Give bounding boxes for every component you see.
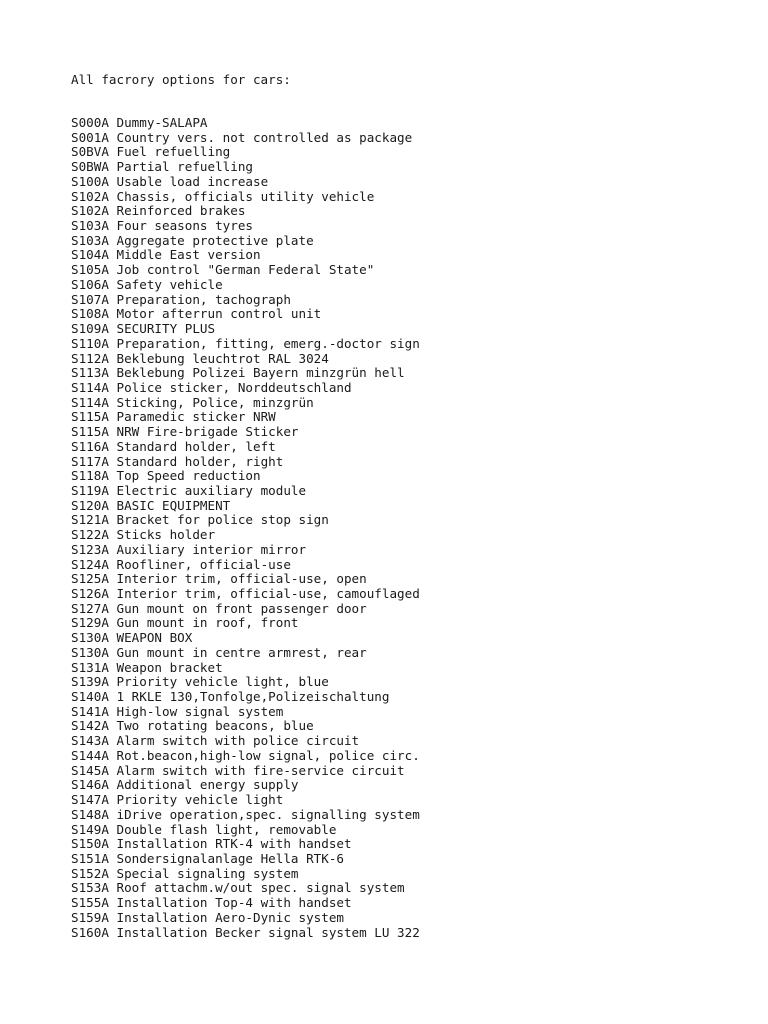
option-row xyxy=(71,175,751,190)
option-code: S106A xyxy=(71,276,109,292)
option-label: Job control "German Federal State" xyxy=(116,262,375,278)
option-label: Bracket for police stop sign xyxy=(116,512,329,528)
options-list xyxy=(71,116,751,940)
option-code: S115A xyxy=(71,424,109,440)
option-row xyxy=(71,646,751,661)
option-label: Two rotating beacons, blue xyxy=(116,718,314,734)
option-row xyxy=(71,484,751,499)
option-label: Sticking, Police, minzgrün xyxy=(116,394,314,410)
document-title: All facrory options for cars: xyxy=(71,72,291,87)
option-label: Installation Aero-Dynic system xyxy=(116,909,344,925)
option-code: S121A xyxy=(71,512,109,528)
option-code: S131A xyxy=(71,659,109,675)
option-row xyxy=(71,572,751,587)
option-code: S160A xyxy=(71,924,109,940)
option-code: S151A xyxy=(71,850,109,866)
option-row xyxy=(71,764,751,779)
option-code: S113A xyxy=(71,365,109,381)
option-label: Weapon bracket xyxy=(116,659,223,675)
option-code: S118A xyxy=(71,468,109,484)
option-code: S112A xyxy=(71,350,109,366)
option-code: S102A xyxy=(71,203,109,219)
option-row xyxy=(71,587,751,602)
option-row xyxy=(71,234,751,249)
option-code: S108A xyxy=(71,306,109,322)
option-label: Dummy-SALAPA xyxy=(116,115,208,130)
option-label: Beklebung leuchtrot RAL 3024 xyxy=(116,350,329,366)
option-row xyxy=(71,513,751,528)
option-label: Double flash light, removable xyxy=(116,821,337,837)
option-row xyxy=(71,867,751,882)
option-row xyxy=(71,396,751,411)
option-code: S000A xyxy=(71,115,109,130)
option-label: Gun mount in roof, front xyxy=(116,615,299,631)
option-label: Preparation, fitting, emerg.-doctor sign xyxy=(116,335,420,351)
option-code: S103A xyxy=(71,218,109,234)
option-code: S141A xyxy=(71,703,109,719)
option-label: Motor afterrun control unit xyxy=(116,306,322,322)
option-code: S104A xyxy=(71,247,109,263)
option-label: Paramedic sticker NRW xyxy=(116,409,276,425)
option-row xyxy=(71,219,751,234)
option-label: Police sticker, Norddeutschland xyxy=(116,379,352,395)
option-row xyxy=(71,116,751,131)
option-code: S148A xyxy=(71,806,109,822)
option-row xyxy=(71,543,751,558)
option-row xyxy=(71,410,751,425)
option-row xyxy=(71,837,751,852)
option-label: Standard holder, right xyxy=(116,453,284,469)
option-label: Country vers. not controlled as package xyxy=(116,129,413,145)
option-code: S0BWA xyxy=(71,159,109,175)
option-code: S103A xyxy=(71,232,109,248)
option-row xyxy=(71,425,751,440)
option-code: S107A xyxy=(71,291,109,307)
option-row xyxy=(71,131,751,146)
option-row xyxy=(71,469,751,484)
option-code: S119A xyxy=(71,482,109,498)
option-code: S114A xyxy=(71,394,109,410)
option-row xyxy=(71,248,751,263)
option-code: S130A xyxy=(71,630,109,646)
option-code: S116A xyxy=(71,438,109,454)
option-label: Rot.beacon,high-low signal, police circ. xyxy=(116,747,420,763)
option-row xyxy=(71,616,751,631)
option-code: S159A xyxy=(71,909,109,925)
option-code: S130A xyxy=(71,644,109,660)
option-label: Sondersignalanlage Hella RTK-6 xyxy=(116,850,344,866)
option-label: BASIC EQUIPMENT xyxy=(116,497,231,513)
option-code: S124A xyxy=(71,556,109,572)
option-row xyxy=(71,602,751,617)
option-label: Middle East version xyxy=(116,247,261,263)
option-label: Interior trim, official-use, camouflaged xyxy=(116,586,420,601)
option-label: Auxiliary interior mirror xyxy=(116,541,307,557)
option-label: Interior trim, official-use, open xyxy=(116,571,367,587)
option-code: S150A xyxy=(71,836,109,852)
option-label: Four seasons tyres xyxy=(116,218,253,234)
option-row xyxy=(71,440,751,455)
option-code: S152A xyxy=(71,865,109,881)
option-row xyxy=(71,204,751,219)
option-code: S123A xyxy=(71,541,109,557)
option-code: S102A xyxy=(71,188,109,204)
option-row xyxy=(71,926,751,941)
option-code: S100A xyxy=(71,173,109,189)
option-row xyxy=(71,528,751,543)
option-label: Priority vehicle light, blue xyxy=(116,674,329,690)
option-row xyxy=(71,778,751,793)
option-code: S114A xyxy=(71,379,109,395)
option-label: Partial refuelling xyxy=(116,159,253,175)
option-row xyxy=(71,705,751,720)
option-code: S153A xyxy=(71,880,109,896)
option-label: Gun mount in centre armrest, rear xyxy=(116,644,367,660)
option-label: Electric auxiliary module xyxy=(116,482,307,498)
option-label: Roofliner, official-use xyxy=(116,556,291,572)
option-row xyxy=(71,455,751,470)
option-label: 1 RKLE 130,Tonfolge,Polizeischaltung xyxy=(116,689,390,705)
document-page xyxy=(71,71,751,940)
option-label: Roof attachm.w/out spec. signal system xyxy=(116,880,405,896)
option-row xyxy=(71,911,751,926)
option-code: S001A xyxy=(71,129,109,145)
option-code: S105A xyxy=(71,262,109,278)
option-row xyxy=(71,499,751,514)
option-row xyxy=(71,322,751,337)
option-row xyxy=(71,293,751,308)
option-code: S122A xyxy=(71,527,109,543)
option-code: S145A xyxy=(71,762,109,778)
option-label: WEAPON BOX xyxy=(116,630,193,646)
option-row xyxy=(71,793,751,808)
option-label: High-low signal system xyxy=(116,703,284,719)
option-label: Reinforced brakes xyxy=(116,203,246,219)
option-row xyxy=(71,719,751,734)
option-code: S146A xyxy=(71,777,109,793)
option-row xyxy=(71,190,751,205)
option-code: S109A xyxy=(71,321,109,337)
option-label: Additional energy supply xyxy=(116,777,299,793)
option-code: S140A xyxy=(71,689,109,705)
option-label: Alarm switch with fire-service circuit xyxy=(116,762,405,778)
option-code: S129A xyxy=(71,615,109,631)
option-label: Preparation, tachograph xyxy=(116,291,291,307)
option-code: S142A xyxy=(71,718,109,734)
option-row xyxy=(71,852,751,867)
option-row xyxy=(71,381,751,396)
option-label: Top Speed reduction xyxy=(116,468,261,484)
option-row xyxy=(71,675,751,690)
option-label: Usable load increase xyxy=(116,173,269,189)
option-label: iDrive operation,spec. signalling system xyxy=(116,806,420,822)
option-row xyxy=(71,896,751,911)
option-label: Chassis, officials utility vehicle xyxy=(116,188,375,204)
option-code: S144A xyxy=(71,747,109,763)
option-label: Sticks holder xyxy=(116,527,216,543)
option-code: S120A xyxy=(71,497,109,513)
option-row xyxy=(71,352,751,367)
option-row xyxy=(71,823,751,838)
option-label: Installation RTK-4 with handset xyxy=(116,836,352,852)
option-label: Standard holder, left xyxy=(116,438,276,454)
option-row xyxy=(71,808,751,823)
option-label: Aggregate protective plate xyxy=(116,232,314,248)
option-label: NRW Fire-brigade Sticker xyxy=(116,424,299,440)
option-label: Installation Top-4 with handset xyxy=(116,895,352,911)
option-code: S117A xyxy=(71,453,109,469)
option-row xyxy=(71,881,751,896)
option-code: S0BVA xyxy=(71,144,109,160)
option-code: S147A xyxy=(71,792,109,808)
option-code: S149A xyxy=(71,821,109,837)
option-label: Fuel refuelling xyxy=(116,144,231,160)
option-row xyxy=(71,145,751,160)
option-row xyxy=(71,278,751,293)
option-row xyxy=(71,366,751,381)
option-row xyxy=(71,307,751,322)
option-row xyxy=(71,661,751,676)
option-row xyxy=(71,690,751,705)
option-code: S127A xyxy=(71,600,109,616)
option-code: S115A xyxy=(71,409,109,425)
option-row xyxy=(71,337,751,352)
option-code: S110A xyxy=(71,335,109,351)
option-row xyxy=(71,263,751,278)
option-label: Priority vehicle light xyxy=(116,792,284,808)
option-code: S125A xyxy=(71,571,109,587)
option-label: Beklebung Polizei Bayern minzgrün hell xyxy=(116,365,405,381)
option-label: Special signaling system xyxy=(116,865,299,881)
option-code: S139A xyxy=(71,674,109,690)
option-label: SECURITY PLUS xyxy=(116,321,216,337)
option-label: Safety vehicle xyxy=(116,276,223,292)
option-row xyxy=(71,160,751,175)
option-code: S126A xyxy=(71,586,109,601)
option-label: Gun mount on front passenger door xyxy=(116,600,367,616)
option-code: S143A xyxy=(71,733,109,749)
option-label: Installation Becker signal system LU 322 xyxy=(116,924,420,940)
option-label: Alarm switch with police circuit xyxy=(116,733,360,749)
option-row xyxy=(71,558,751,573)
option-code: S155A xyxy=(71,895,109,911)
option-row xyxy=(71,631,751,646)
option-row xyxy=(71,749,751,764)
option-row xyxy=(71,734,751,749)
